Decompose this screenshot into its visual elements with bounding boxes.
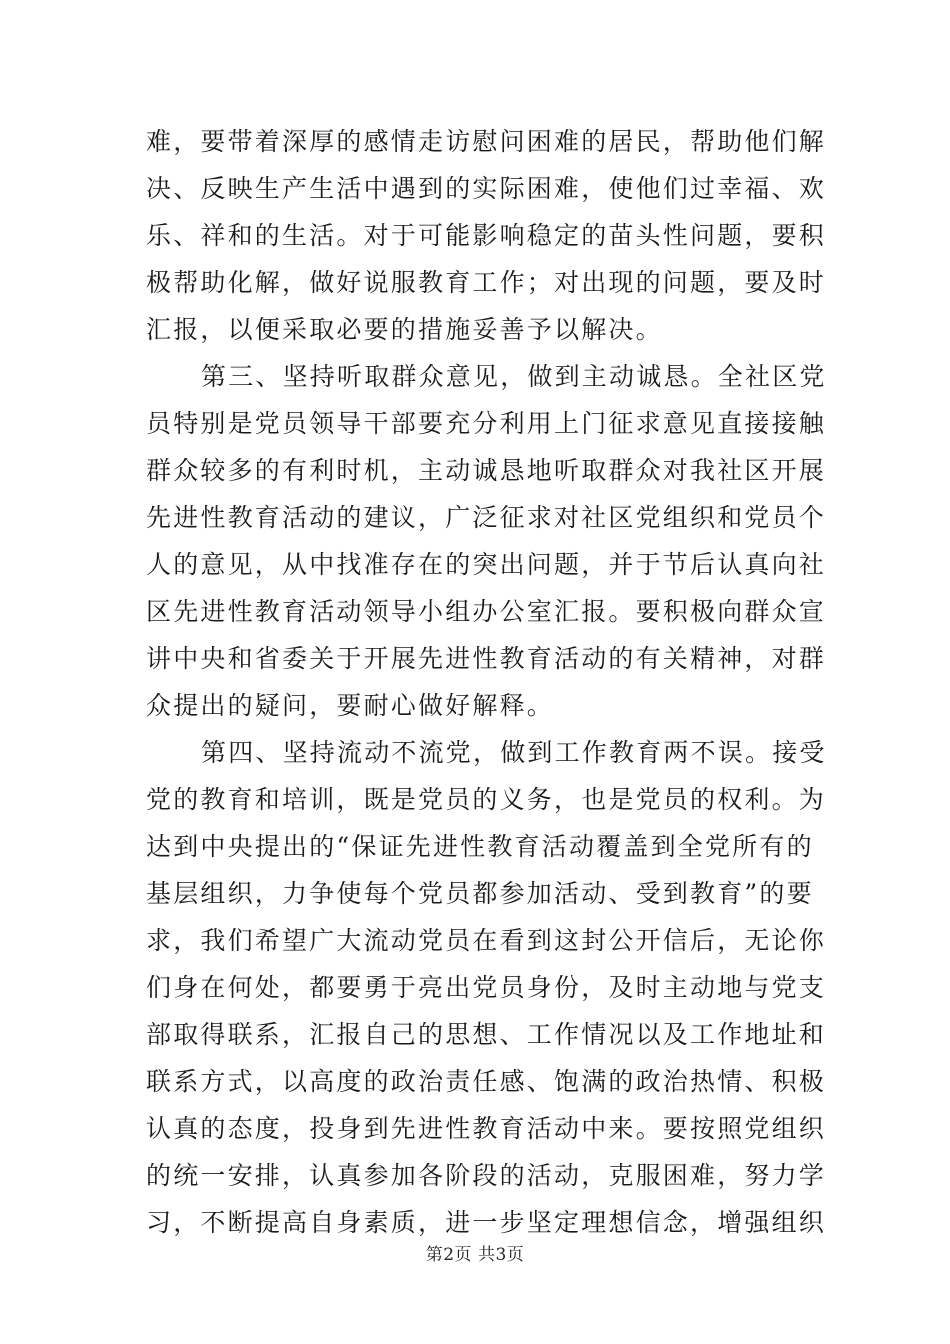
text-line: 乐、祥和的生活。对于可能影响稳定的苗头性问题，要积 — [146, 221, 827, 250]
page-number-footer: 第2页 共3页 — [425, 1245, 525, 1265]
text-line: 群众较多的有利时机，主动诚恳地听取群众对我社区开展 — [146, 456, 827, 485]
text-line: 难，要带着深厚的感情走访慰问困难的居民，帮助他们解 — [146, 127, 827, 156]
text-line: 先进性教育活动的建议，广泛征求对社区党组织和党员个 — [146, 503, 827, 532]
text-line: 党的教育和培训，既是党员的义务，也是党员的权利。为 — [146, 785, 827, 814]
text-line: 联系方式，以高度的政治责任感、饱满的政治热情、积极 — [146, 1067, 827, 1096]
text-line: 部取得联系，汇报自己的思想、工作情况以及工作地址和 — [146, 1020, 827, 1049]
text-line: 认真的态度，投身到先进性教育活动中来。要按照党组织 — [146, 1114, 827, 1143]
paragraph-start-line: 第三、坚持听取群众意见，做到主动诚恳。全社区党 — [201, 362, 827, 391]
text-line: 员特别是党员领导干部要充分利用上门征求意见直接接触 — [146, 409, 827, 438]
text-line: 们身在何处，都要勇于亮出党员身份，及时主动地与党支 — [146, 973, 827, 1002]
text-line: 的统一安排，认真参加各阶段的活动，克服困难，努力学 — [146, 1161, 827, 1190]
text-line: 求，我们希望广大流动党员在看到这封公开信后，无论你 — [146, 926, 827, 955]
body-text — [146, 118, 827, 1246]
text-line: 汇报，以便采取必要的措施妥善予以解决。 — [146, 315, 663, 344]
text-line: 区先进性教育活动领导小组办公室汇报。要积极向群众宣 — [146, 597, 827, 626]
text-line: 讲中央和省委关于开展先进性教育活动的有关精神，对群 — [146, 644, 827, 673]
text-line: 人的意见，从中找准存在的突出问题，并于节后认真向社 — [146, 550, 827, 579]
text-line: 习，不断提高自身素质，进一步坚定理想信念，增强组织 — [146, 1208, 827, 1237]
paragraph-start-line: 第四、坚持流动不流党，做到工作教育两不误。接受 — [201, 738, 827, 767]
text-line: 基层组织，力争使每个党员都参加活动、受到教育”的要 — [146, 879, 814, 908]
text-line: 众提出的疑问，要耐心做好解释。 — [146, 691, 555, 720]
text-line: 达到中央提出的“保证先进性教育活动覆盖到全党所有的 — [146, 832, 814, 861]
text-line: 决、反映生产生活中遇到的实际困难，使他们过幸福、欢 — [146, 174, 827, 203]
text-line: 极帮助化解，做好说服教育工作；对出现的问题，要及时 — [146, 268, 827, 297]
